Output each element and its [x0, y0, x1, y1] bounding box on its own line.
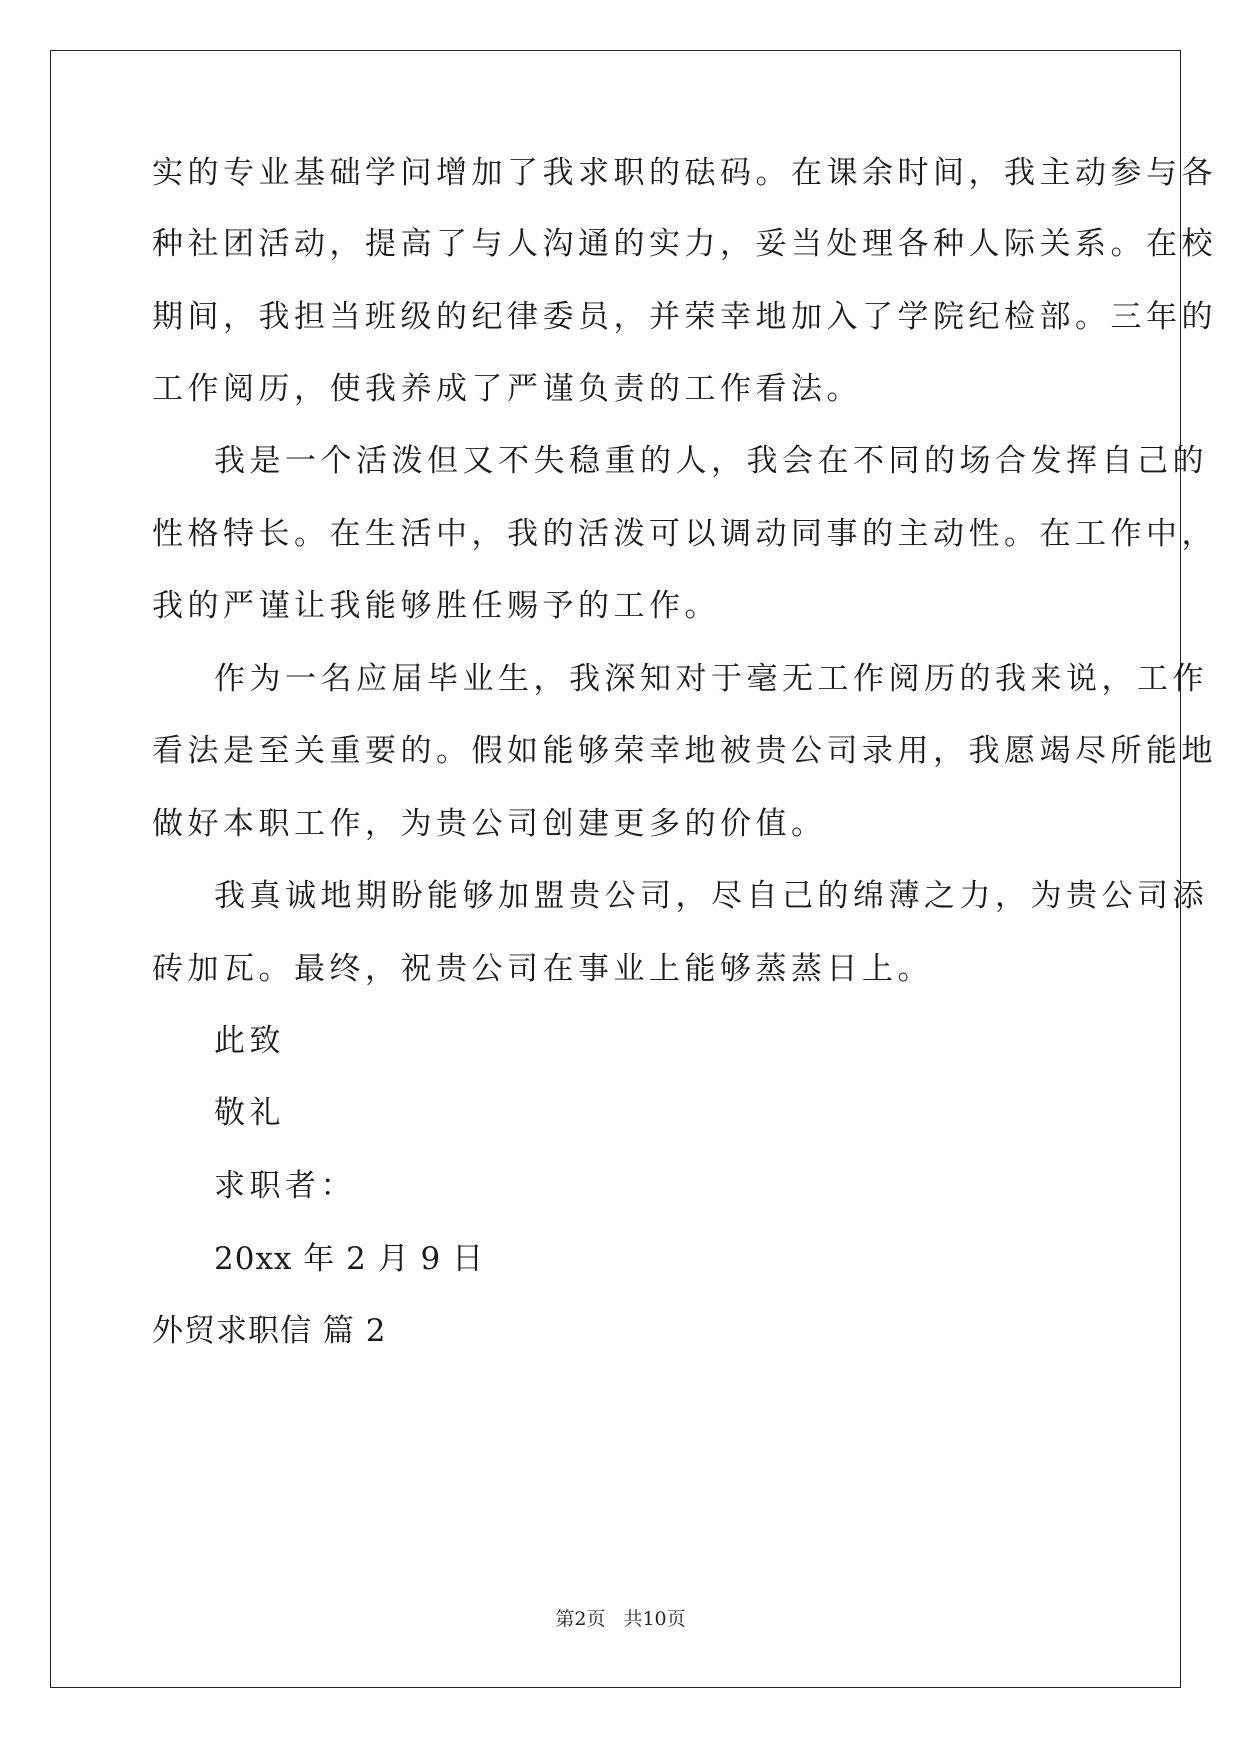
- paragraph-start: 作为一名应届毕业生，我深知对于毫无工作阅历的我来说，工作: [214, 661, 1208, 697]
- body-line: 做好本职工作，为贵公司创建更多的价值。: [152, 806, 827, 842]
- letter-date: 20xx 年 2 月 9 日: [214, 1241, 485, 1277]
- closing-regards: 敬礼: [214, 1095, 285, 1131]
- body-line: 期间，我担当班级的纪律委员，并荣幸地加入了学院纪检部。三年的: [152, 299, 1217, 335]
- signature-label: 求职者：: [214, 1168, 356, 1204]
- closing-salutation: 此致: [214, 1023, 285, 1059]
- body-line: 工作阅历，使我养成了严谨负责的工作看法。: [152, 371, 862, 407]
- page-number: 第2页: [555, 1608, 606, 1630]
- body-line: 我的严谨让我能够胜任赐予的工作。: [152, 588, 720, 624]
- body-line: 性格特长。在生活中，我的活泼可以调动同事的主动性。在工作中，: [152, 516, 1217, 552]
- body-line: 砖加瓦。最终，祝贵公司在事业上能够蒸蒸日上。: [152, 951, 933, 987]
- body-line: 实的专业基础学问增加了我求职的砝码。在课余时间，我主动参与各: [152, 155, 1217, 191]
- body-line: 种社团活动，提高了与人沟通的实力，妥当处理各种人际关系。在校: [152, 226, 1217, 262]
- section-heading: 外贸求职信 篇 2: [152, 1313, 387, 1349]
- paragraph-start: 我真诚地期盼能够加盟贵公司，尽自己的绵薄之力，为贵公司添: [214, 878, 1208, 914]
- page-border: [50, 50, 1181, 1688]
- page-total: 共10页: [623, 1608, 686, 1630]
- page-footer: [0, 1608, 1241, 1630]
- body-line: 看法是至关重要的。假如能够荣幸地被贵公司录用，我愿竭尽所能地: [152, 733, 1217, 769]
- paragraph-start: 我是一个活泼但又不失稳重的人，我会在不同的场合发挥自己的: [214, 443, 1208, 479]
